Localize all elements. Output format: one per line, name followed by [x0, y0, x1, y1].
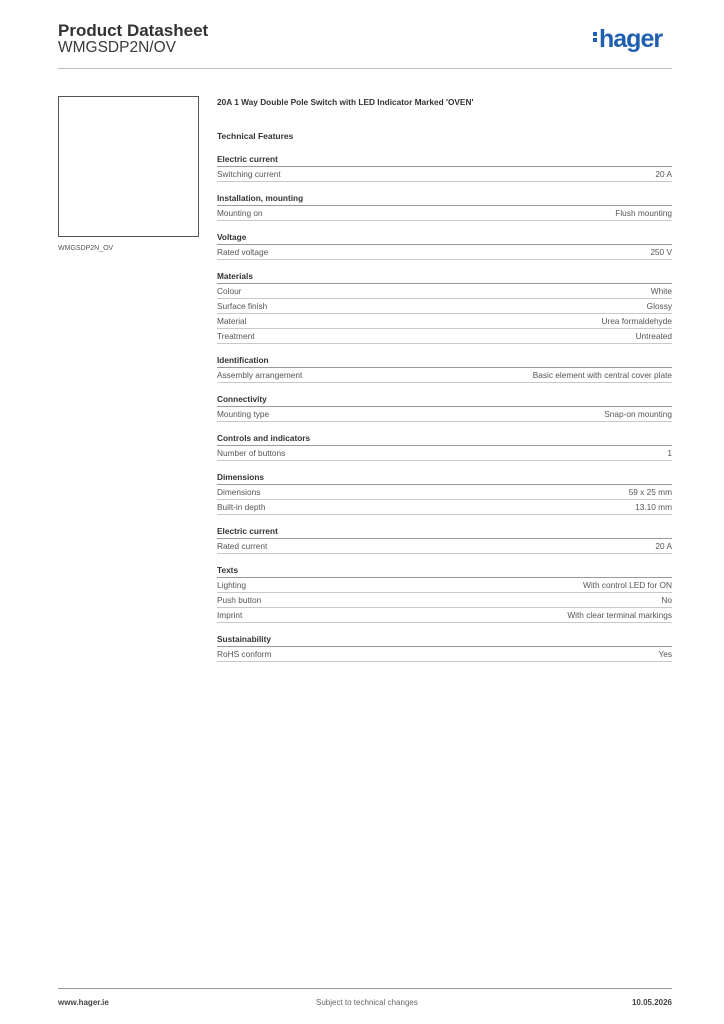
feature-row [217, 578, 672, 593]
feature-section [217, 354, 672, 383]
feature-row [217, 299, 672, 314]
feature-label: Colour [217, 286, 242, 296]
feature-row [217, 647, 672, 662]
feature-label: Mounting on [217, 208, 263, 218]
feature-row [217, 245, 672, 260]
product-code: WMGSDP2N/OV [58, 39, 176, 56]
section-title: Materials [217, 270, 672, 284]
feature-value: Basic element with central cover plate [532, 370, 672, 380]
feature-label: RoHS conform [217, 649, 272, 659]
footer-website: www.hager.ie [58, 998, 109, 1007]
feature-label: Push button [217, 595, 262, 605]
feature-label: Number of buttons [217, 448, 286, 458]
feature-row [217, 608, 672, 623]
feature-row [217, 446, 672, 461]
feature-row [217, 407, 672, 422]
feature-value: Glossy [646, 301, 672, 311]
feature-section [217, 564, 672, 623]
feature-label: Dimensions [217, 487, 261, 497]
feature-value: No [661, 595, 672, 605]
feature-value: Yes [658, 649, 672, 659]
feature-section [217, 393, 672, 422]
feature-label: Imprint [217, 610, 243, 620]
feature-value: 1 [667, 448, 672, 458]
footer-notice: Subject to technical changes [316, 998, 418, 1007]
page-title: Product Datasheet [58, 21, 209, 40]
feature-row [217, 206, 672, 221]
feature-row [217, 500, 672, 515]
feature-section [217, 525, 672, 554]
section-title: Controls and indicators [217, 432, 672, 446]
feature-section [217, 270, 672, 344]
feature-label: Treatment [217, 331, 255, 341]
feature-row [217, 329, 672, 344]
feature-label: Lighting [217, 580, 247, 590]
section-title: Electric current [217, 525, 672, 539]
feature-value: Flush mounting [615, 208, 672, 218]
feature-value: With control LED for ON [583, 580, 672, 590]
feature-label: Rated current [217, 541, 268, 551]
feature-value: With clear terminal markings [567, 610, 672, 620]
feature-value: 20 A [655, 541, 672, 551]
section-title: Dimensions [217, 471, 672, 485]
section-title: Electric current [217, 153, 672, 167]
logo-text: hager [599, 25, 663, 53]
header-divider [58, 68, 672, 69]
feature-sections [217, 153, 672, 662]
feature-section [217, 432, 672, 461]
footer-date: 10.05.2026 [631, 998, 672, 1007]
feature-row [217, 539, 672, 554]
feature-row [217, 167, 672, 182]
technical-features-title: Technical Features [217, 131, 294, 141]
feature-label: Built-in depth [217, 502, 266, 512]
feature-label: Surface finish [217, 301, 268, 311]
feature-row [217, 485, 672, 500]
feature-value: 250 V [650, 247, 672, 257]
feature-row [217, 593, 672, 608]
section-title: Voltage [217, 231, 672, 245]
feature-label: Switching current [217, 169, 281, 179]
feature-label: Assembly arrangement [217, 370, 303, 380]
technical-content [217, 95, 672, 662]
product-description: 20A 1 Way Double Pole Switch with LED Indicator Marked 'OVEN' [217, 97, 474, 107]
section-title: Identification [217, 354, 672, 368]
feature-section [217, 192, 672, 221]
section-title: Sustainability [217, 633, 672, 647]
feature-label: Rated voltage [217, 247, 269, 257]
section-title: Connectivity [217, 393, 672, 407]
feature-label: Mounting type [217, 409, 270, 419]
feature-value: 20 A [655, 169, 672, 179]
feature-row [217, 284, 672, 299]
feature-section [217, 471, 672, 515]
feature-value: 59 x 25 mm [628, 487, 672, 497]
feature-row [217, 314, 672, 329]
feature-value: White [650, 286, 672, 296]
product-image-caption: WMGSDP2N_OV [58, 245, 114, 252]
logo-dots-icon [593, 30, 597, 44]
feature-value: Urea formaldehyde [601, 316, 672, 326]
feature-section [217, 633, 672, 662]
feature-label: Material [217, 316, 247, 326]
product-image-placeholder [58, 96, 199, 237]
feature-section [217, 231, 672, 260]
section-title: Installation, mounting [217, 192, 672, 206]
feature-row [217, 368, 672, 383]
feature-value: 13.10 mm [635, 502, 672, 512]
feature-value: Snap-on mounting [604, 409, 672, 419]
footer-divider [58, 988, 672, 989]
section-title: Texts [217, 564, 672, 578]
hager-logo [593, 27, 662, 52]
feature-value: Untreated [635, 331, 672, 341]
feature-section [217, 153, 672, 182]
